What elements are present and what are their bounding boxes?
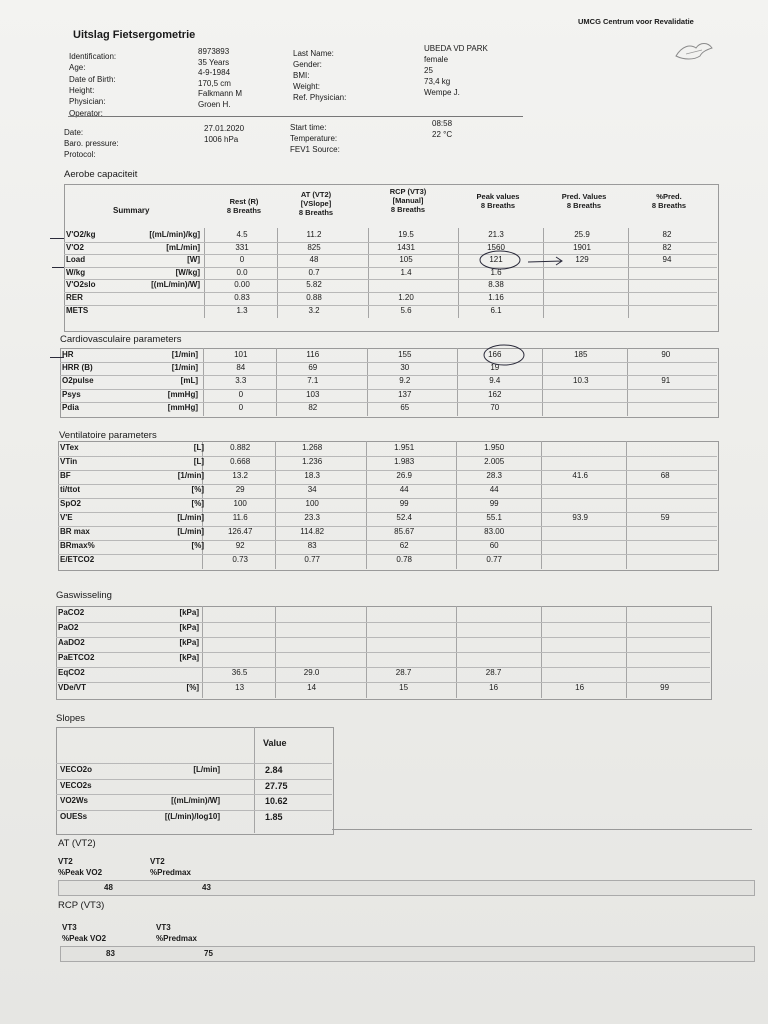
row-value: 825 bbox=[307, 242, 321, 252]
row-value: 23.3 bbox=[304, 513, 320, 522]
column-divider bbox=[456, 441, 457, 569]
row-value: 0.882 bbox=[230, 443, 251, 452]
column-divider bbox=[457, 348, 458, 416]
row-unit: [1/min] bbox=[171, 350, 198, 359]
row-value: 1.951 bbox=[394, 443, 415, 452]
row-value: 4.5 bbox=[236, 230, 248, 239]
row-value: 93.9 bbox=[572, 513, 588, 522]
row-value: 99 bbox=[660, 683, 670, 692]
row-value: 8.38 bbox=[488, 280, 504, 290]
column-header-line: %Pred. bbox=[656, 192, 682, 201]
row-value: 60 bbox=[489, 541, 499, 550]
row-value: 2.005 bbox=[484, 457, 505, 466]
row-value: 19 bbox=[490, 363, 500, 373]
row-value: 28.7 bbox=[395, 668, 412, 677]
row-unit: [L/min] bbox=[177, 513, 204, 522]
pen-circle-arrow-icon bbox=[478, 248, 578, 272]
session-value: 22 °C bbox=[432, 130, 453, 139]
at-col1-header: VT2 %Peak VO2 bbox=[58, 857, 103, 877]
row-value: 29.0 bbox=[303, 668, 320, 677]
row-label: AaDO2 bbox=[58, 638, 85, 647]
patient-label: Operator: bbox=[69, 108, 103, 118]
row-unit: [1/min] bbox=[171, 363, 198, 373]
slope-value: 1.85 bbox=[265, 811, 283, 822]
row-label: Load bbox=[66, 255, 86, 265]
row-label: PaO2 bbox=[58, 623, 79, 632]
slope-label: VO2Ws bbox=[60, 796, 89, 805]
row-value: 155 bbox=[398, 350, 412, 359]
patient-value: Falkmann M bbox=[198, 89, 243, 98]
logo-icon bbox=[672, 38, 716, 64]
slopes-title: Slopes bbox=[56, 713, 86, 724]
row-value: 100 bbox=[305, 499, 319, 508]
row-value: 3.3 bbox=[235, 376, 247, 386]
at-peak-value: 48 bbox=[104, 883, 113, 892]
row-value: 0 bbox=[238, 402, 244, 412]
row-unit: [L/min] bbox=[177, 527, 204, 536]
row-label: BR max bbox=[60, 527, 90, 536]
row-label: E/ETCO2 bbox=[60, 555, 95, 564]
row-value: 99 bbox=[399, 499, 409, 508]
at-predmax-value: 43 bbox=[202, 883, 211, 892]
session-label: Start time: bbox=[290, 123, 327, 132]
row-label: VTex bbox=[60, 443, 79, 452]
row-label: VTin bbox=[60, 457, 78, 466]
column-header bbox=[369, 187, 447, 214]
slope-value: 2.84 bbox=[265, 765, 283, 775]
row-label: V'O2/kg bbox=[66, 230, 96, 239]
row-label: O2pulse bbox=[62, 376, 94, 386]
at-title: AT (VT2) bbox=[58, 838, 96, 849]
column-header-line: 8 Breaths bbox=[390, 205, 426, 214]
row-value: 28.7 bbox=[485, 668, 502, 677]
patient-value: 73,4 kg bbox=[424, 77, 451, 86]
row-value: 1.16 bbox=[488, 293, 504, 302]
row-value: 0.668 bbox=[230, 457, 251, 466]
row-value: 101 bbox=[234, 350, 248, 359]
rcp-col2-header: VT3 %Predmax bbox=[156, 923, 197, 943]
row-value: 185 bbox=[574, 350, 588, 359]
row-value: 0.77 bbox=[486, 555, 502, 564]
slopes-divider bbox=[254, 727, 255, 833]
row-value: 126.47 bbox=[227, 527, 253, 536]
rcp-title: RCP (VT3) bbox=[58, 900, 105, 911]
row-unit: [kPa] bbox=[179, 623, 199, 632]
row-value: 28.3 bbox=[486, 471, 502, 480]
row-value: 3.2 bbox=[308, 305, 320, 315]
patient-value: Groen H. bbox=[198, 99, 231, 109]
row-value: 25.9 bbox=[574, 230, 590, 239]
slopes-trailing-line bbox=[332, 829, 752, 830]
row-value: 129 bbox=[575, 255, 589, 265]
patient-label: Date of Birth: bbox=[69, 74, 116, 84]
column-header-line: Pred. Values bbox=[561, 192, 607, 201]
row-value: 116 bbox=[306, 350, 320, 359]
row-value: 94 bbox=[662, 255, 672, 265]
rcp-col1-header: VT3 %Peak VO2 bbox=[62, 923, 107, 943]
row-label: Psys bbox=[62, 389, 81, 399]
row-unit: [L] bbox=[193, 443, 204, 452]
row-value: 69 bbox=[308, 363, 318, 373]
row-label: V'O2 bbox=[66, 242, 84, 252]
patient-value: 4-9-1984 bbox=[198, 68, 231, 77]
column-header bbox=[277, 190, 355, 217]
column-header-line: AT (VT2) bbox=[300, 190, 332, 199]
row-value: 137 bbox=[398, 389, 412, 399]
row-value: 90 bbox=[661, 350, 671, 359]
row-unit: [mmHg] bbox=[167, 402, 198, 412]
session-value: 1006 hPa bbox=[204, 135, 239, 144]
row-value: 0.77 bbox=[304, 555, 320, 564]
row-unit: [mL] bbox=[180, 376, 198, 386]
column-header-line: Rest (R) bbox=[229, 197, 259, 206]
column-header-line: [Manual] bbox=[392, 196, 424, 205]
slope-unit: [(mL/min)/W] bbox=[171, 796, 220, 805]
row-value: 5.6 bbox=[400, 305, 412, 315]
row-value: 1901 bbox=[573, 242, 591, 252]
session-value: 27.01.2020 bbox=[204, 124, 245, 133]
column-header-line: 8 Breaths bbox=[298, 208, 334, 217]
row-label: Pdia bbox=[62, 402, 79, 412]
patient-value: 25 bbox=[424, 66, 433, 75]
patient-label: Identification: bbox=[69, 52, 117, 61]
column-header-line: 8 Breaths bbox=[651, 201, 687, 210]
session-label: Temperature: bbox=[290, 134, 338, 143]
row-label: HRR (B) bbox=[62, 363, 93, 373]
row-value: 166 bbox=[488, 350, 502, 359]
pen-mark-hr bbox=[50, 357, 64, 358]
patient-value: 8973893 bbox=[198, 47, 230, 56]
row-label: ti/ttot bbox=[60, 485, 80, 494]
row-unit: [mL/min] bbox=[166, 242, 200, 252]
row-unit: [%] bbox=[191, 485, 204, 494]
column-header-line: RCP (VT3) bbox=[389, 187, 427, 196]
session-label: Protocol: bbox=[64, 150, 96, 159]
row-value: 9.2 bbox=[399, 376, 411, 386]
row-unit: [1/min] bbox=[177, 471, 204, 480]
slope-row-divider bbox=[56, 763, 332, 764]
column-divider bbox=[542, 348, 543, 416]
rcp-predmax-value: 75 bbox=[204, 949, 213, 958]
patient-label: Height: bbox=[69, 85, 95, 95]
row-unit: [%] bbox=[191, 499, 204, 508]
session-label: FEV1 Source: bbox=[290, 145, 340, 154]
row-label: PaETCO2 bbox=[58, 653, 95, 662]
vent-title: Ventilatoire parameters bbox=[59, 430, 157, 441]
row-value: 16 bbox=[489, 683, 499, 692]
patient-label: Gender: bbox=[293, 60, 322, 69]
slope-label: VECO2s bbox=[60, 780, 92, 790]
column-header-line: [VSlope] bbox=[300, 199, 332, 208]
report-title: Uitslag Fietsergometrie bbox=[73, 29, 196, 41]
row-value: 105 bbox=[399, 255, 413, 265]
row-unit: [W] bbox=[187, 255, 200, 265]
row-value: 162 bbox=[488, 389, 502, 399]
row-label: PaCO2 bbox=[58, 608, 85, 617]
row-value: 0.78 bbox=[396, 555, 412, 564]
row-value: 5.82 bbox=[306, 280, 322, 290]
column-divider bbox=[367, 348, 368, 416]
patient-label: BMI: bbox=[293, 71, 310, 80]
row-value: 1.4 bbox=[400, 267, 412, 277]
cardio-title: Cardiovasculaire parameters bbox=[60, 334, 182, 345]
patient-value: UBEDA VD PARK bbox=[424, 44, 488, 53]
row-value: 1.950 bbox=[484, 443, 505, 452]
row-value: 7.1 bbox=[307, 376, 319, 386]
row-value: 85.67 bbox=[394, 527, 415, 536]
row-value: 14 bbox=[307, 683, 317, 692]
patient-value: female bbox=[424, 55, 449, 64]
row-value: 1.6 bbox=[490, 267, 502, 277]
row-value: 1.3 bbox=[236, 305, 248, 315]
column-header-line: Peak values bbox=[476, 192, 520, 201]
at-col2-header: VT2 %Predmax bbox=[150, 857, 191, 877]
row-label: V'E bbox=[60, 513, 73, 522]
session-label: Baro. pressure: bbox=[64, 139, 119, 148]
row-value: 1.268 bbox=[302, 443, 323, 452]
row-label: HR bbox=[62, 350, 74, 359]
column-divider bbox=[275, 441, 276, 569]
row-label: SpO2 bbox=[60, 499, 81, 508]
row-value: 41.6 bbox=[572, 471, 588, 480]
patient-value: 35 Years bbox=[198, 57, 230, 67]
row-value: 0 bbox=[239, 255, 245, 265]
row-value: 0.83 bbox=[234, 293, 250, 302]
row-unit: [(mL/min)/kg] bbox=[149, 230, 200, 239]
column-header bbox=[205, 197, 283, 215]
rcp-peak-value: 83 bbox=[106, 949, 115, 958]
row-unit: [%] bbox=[186, 683, 199, 692]
row-value: 1.236 bbox=[302, 457, 323, 466]
row-label: V'O2slo bbox=[66, 280, 96, 290]
column-divider bbox=[541, 441, 542, 569]
slope-value: 10.62 bbox=[265, 796, 288, 806]
row-value: 6.1 bbox=[490, 305, 502, 315]
row-value: 10.3 bbox=[573, 376, 589, 386]
row-value: 103 bbox=[306, 389, 320, 399]
row-value: 1.20 bbox=[398, 293, 414, 302]
gas-title: Gaswisseling bbox=[56, 590, 112, 601]
row-value: 65 bbox=[400, 402, 410, 412]
aerobe-title: Aerobe capaciteit bbox=[64, 169, 138, 180]
slope-row-divider bbox=[56, 810, 332, 811]
row-value: 0.7 bbox=[308, 267, 320, 277]
row-value: 18.3 bbox=[304, 471, 320, 480]
row-value: 100 bbox=[233, 499, 247, 508]
at-row bbox=[58, 880, 755, 896]
row-value: 114.82 bbox=[300, 527, 325, 536]
row-value: 0.00 bbox=[234, 280, 250, 290]
slopes-value-header: Value bbox=[263, 738, 287, 748]
column-header bbox=[545, 192, 623, 210]
row-unit: [W/kg] bbox=[175, 267, 200, 277]
column-header bbox=[459, 192, 537, 210]
row-value: 0.0 bbox=[236, 267, 248, 277]
row-value: 82 bbox=[662, 230, 672, 239]
row-label: BRmax% bbox=[60, 541, 95, 550]
row-value: 331 bbox=[235, 242, 249, 252]
slope-value: 27.75 bbox=[265, 780, 288, 791]
row-value: 16 bbox=[575, 683, 585, 692]
row-value: 83 bbox=[307, 541, 317, 550]
row-value: 52.4 bbox=[396, 513, 412, 522]
row-value: 15 bbox=[399, 683, 409, 692]
patient-value: 170,5 cm bbox=[198, 78, 231, 88]
row-value: 44 bbox=[489, 485, 499, 494]
row-value: 55.1 bbox=[486, 513, 502, 522]
row-value: 19.5 bbox=[398, 230, 414, 239]
column-header-line: 8 Breaths bbox=[226, 206, 262, 215]
row-value: 11.2 bbox=[306, 230, 322, 239]
column-header-line: 8 Breaths bbox=[480, 201, 516, 210]
row-value: 13 bbox=[235, 683, 245, 692]
row-value: 70 bbox=[490, 402, 500, 412]
row-value: 21.3 bbox=[488, 230, 504, 239]
column-divider bbox=[627, 348, 628, 416]
row-value: 82 bbox=[662, 242, 672, 252]
row-value: 48 bbox=[309, 255, 319, 265]
row-value: 44 bbox=[399, 485, 409, 494]
patient-label: Weight: bbox=[293, 82, 320, 91]
row-value: 59 bbox=[660, 513, 670, 522]
column-header-line: 8 Breaths bbox=[566, 201, 602, 210]
row-unit: [(mL/min)/W] bbox=[151, 280, 200, 290]
pen-circle-hr-icon bbox=[482, 343, 526, 369]
slope-row-divider bbox=[56, 794, 332, 795]
session-value: 08:58 bbox=[432, 119, 453, 128]
session-label: Date: bbox=[64, 128, 84, 137]
slope-label: VECO2o bbox=[60, 765, 93, 774]
org-name: UMCG Centrum voor Revalidatie bbox=[578, 17, 694, 26]
row-value: 1431 bbox=[397, 242, 415, 252]
row-label: RER bbox=[66, 293, 83, 302]
row-value: 121 bbox=[489, 255, 503, 265]
row-value: 62 bbox=[399, 541, 409, 550]
summary-label: Summary bbox=[113, 206, 150, 215]
row-value: 82 bbox=[308, 402, 318, 412]
patient-label: Physician: bbox=[69, 97, 106, 107]
column-divider bbox=[203, 348, 204, 416]
row-value: 0.73 bbox=[232, 555, 248, 564]
row-unit: [kPa] bbox=[179, 608, 199, 617]
pen-mark-load bbox=[52, 267, 64, 268]
column-header bbox=[630, 192, 708, 210]
row-value: 13.2 bbox=[232, 471, 248, 480]
column-divider bbox=[276, 348, 277, 416]
row-unit: [L] bbox=[193, 457, 204, 466]
row-label: BF bbox=[60, 471, 71, 480]
pen-mark-vo2kg bbox=[50, 238, 64, 239]
row-value: 1.983 bbox=[394, 457, 415, 466]
row-label: VDe/VT bbox=[58, 683, 87, 692]
row-label: METS bbox=[66, 305, 89, 315]
patient-label: Last Name: bbox=[293, 49, 334, 58]
row-value: 1560 bbox=[487, 242, 505, 252]
row-unit: [kPa] bbox=[179, 653, 199, 662]
row-value: 99 bbox=[489, 499, 499, 508]
row-label: EqCO2 bbox=[58, 668, 85, 677]
slope-label: OUESs bbox=[60, 811, 88, 821]
slope-row-divider bbox=[56, 779, 332, 780]
column-divider bbox=[626, 441, 627, 569]
row-unit: [kPa] bbox=[179, 638, 199, 647]
row-value: 0.88 bbox=[306, 293, 322, 302]
patient-label: Ref. Physician: bbox=[293, 93, 347, 102]
column-divider bbox=[366, 441, 367, 569]
row-value: 0 bbox=[238, 389, 244, 399]
row-value: 92 bbox=[235, 541, 245, 550]
patient-value: Wempe J. bbox=[424, 88, 460, 97]
row-value: 29 bbox=[235, 485, 245, 494]
patient-label: Age: bbox=[69, 63, 86, 73]
operator-divider bbox=[68, 116, 523, 117]
row-value: 34 bbox=[307, 485, 317, 494]
row-value: 91 bbox=[661, 376, 671, 386]
row-value: 9.4 bbox=[489, 376, 501, 386]
row-unit: [%] bbox=[191, 541, 204, 550]
row-value: 36.5 bbox=[231, 668, 248, 677]
slope-unit: [(L/min)/log10] bbox=[164, 811, 220, 821]
row-label: W/kg bbox=[66, 267, 86, 277]
row-value: 84 bbox=[236, 363, 246, 373]
row-unit: [mmHg] bbox=[167, 389, 198, 399]
row-value: 11.6 bbox=[232, 513, 248, 522]
row-value: 26.9 bbox=[396, 471, 412, 480]
row-value: 30 bbox=[400, 363, 410, 373]
row-value: 83.00 bbox=[484, 527, 505, 536]
rcp-row bbox=[60, 946, 755, 962]
slope-unit: [L/min] bbox=[193, 765, 220, 774]
row-value: 68 bbox=[660, 471, 670, 480]
